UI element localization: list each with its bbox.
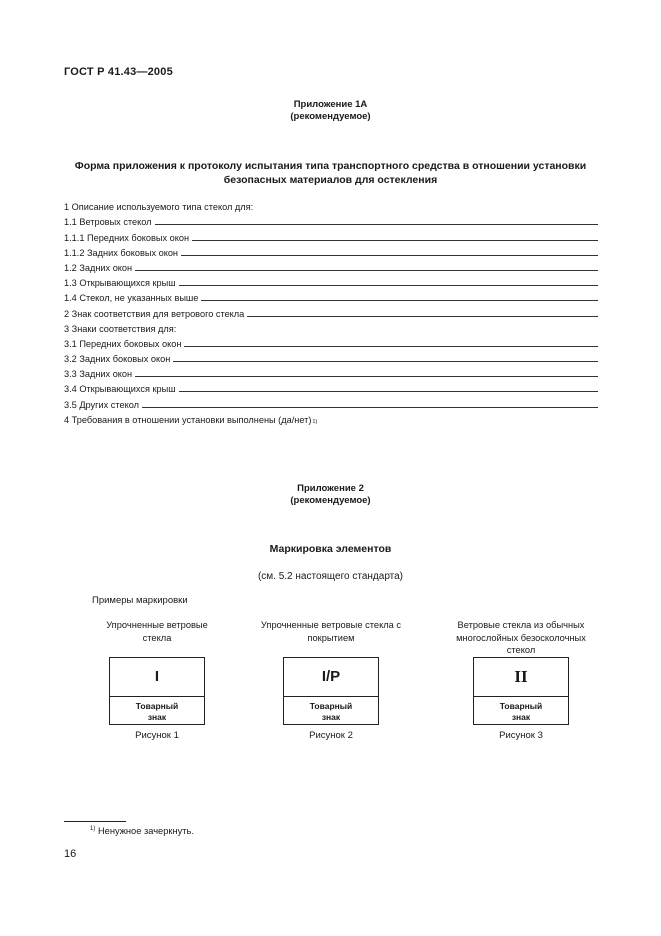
footnote-divider (64, 821, 126, 822)
form-line-label: 3.2 Задних боковых окон (64, 354, 171, 365)
form-line-label: 2 Знак соответствия для ветрового стекла (64, 308, 245, 319)
figure-label: Рисунок 1 (135, 730, 179, 741)
form-blank-field[interactable] (135, 270, 598, 271)
form-line (64, 243, 598, 258)
form-line (64, 319, 598, 334)
form-line (64, 212, 598, 227)
marking-symbol: I (110, 658, 204, 697)
form-blank-field[interactable] (142, 407, 598, 408)
form-line (64, 364, 598, 379)
figure-caption (72, 619, 242, 657)
caption-line: стекол (506, 645, 536, 655)
figure-caption (436, 619, 606, 657)
form-line (64, 334, 598, 349)
examples-label: Примеры маркировки (92, 595, 188, 606)
form-line-label: 3 Знаки соответствия для: (64, 323, 177, 334)
trademark-line: Товарный (499, 701, 543, 711)
footnote-reference: 1) (312, 418, 318, 425)
form-title-line-1: Форма приложения к протоколу испытания типа транспортного средства в отношении установки (74, 160, 587, 172)
trademark-label (474, 697, 568, 723)
section-title: Маркировка элементов (269, 543, 392, 555)
figure-label: Рисунок 2 (309, 730, 353, 741)
trademark-label (284, 697, 378, 723)
figure-1 (72, 619, 242, 741)
form-blank-field[interactable] (184, 346, 598, 347)
annex-2-title: Приложение 2 (297, 483, 364, 494)
annex-1a-title: Приложение 1А (293, 99, 368, 110)
form-line (64, 273, 598, 288)
marking-box (109, 657, 205, 725)
form-line (64, 288, 598, 303)
standard-header: ГОСТ Р 41.43—2005 (64, 66, 173, 78)
form-line-label: 1 Описание используемого типа стекол для: (64, 202, 254, 213)
form-line (64, 227, 598, 242)
trademark-line: Товарный (135, 701, 179, 711)
footnote (90, 826, 194, 836)
form-blank-field[interactable] (173, 361, 598, 362)
caption-line: Упрочненные ветровые (106, 620, 208, 630)
form-line (64, 394, 598, 409)
form-line (64, 258, 598, 273)
form-line (64, 379, 598, 394)
marking-box (473, 657, 569, 725)
form-blank-field[interactable] (179, 285, 598, 286)
form-line-label: 3.1 Передних боковых окон (64, 338, 182, 349)
form-title (40, 159, 621, 187)
form-blank-field[interactable] (135, 376, 598, 377)
trademark-line: знак (147, 712, 167, 722)
form-line-label: 1.1 Ветровых стекол (64, 217, 152, 228)
footnote-marker: 1) (90, 826, 96, 832)
trademark-label (110, 697, 204, 723)
section-reference: (см. 5.2 настоящего стандарта) (257, 571, 404, 582)
form-lines (64, 197, 598, 425)
form-blank-field[interactable] (201, 300, 598, 301)
form-line (64, 349, 598, 364)
marking-box (283, 657, 379, 725)
form-line (64, 303, 598, 318)
marking-symbol: I/P (284, 658, 378, 697)
form-blank-field[interactable] (179, 391, 598, 392)
annex-2-status: (рекомендуемое) (290, 495, 371, 506)
trademark-line: Товарный (309, 701, 353, 711)
form-blank-field[interactable] (181, 255, 598, 256)
trademark-line: знак (511, 712, 531, 722)
form-line-label: 1.4 Стекол, не указанных выше (64, 293, 199, 304)
form-title-line-2: безопасных материалов для остекления (223, 174, 438, 186)
caption-line: стекла (142, 632, 172, 643)
figure-2 (246, 619, 416, 741)
form-line-label: 1.2 Задних окон (64, 262, 133, 273)
form-line-label: 3.3 Задних окон (64, 369, 133, 380)
form-blank-field[interactable] (155, 224, 598, 225)
caption-line: Ветровые стекла из обычных (457, 620, 585, 630)
form-line (64, 410, 598, 425)
trademark-line: знак (321, 712, 341, 722)
form-line-label: 4 Требования в отношении установки выполнены (да/нет) (64, 414, 312, 425)
form-line-label: 1.1.2 Задних боковых окон (64, 247, 179, 258)
caption-line: Упрочненные ветровые стекла с (260, 620, 402, 630)
figure-label: Рисунок 3 (499, 730, 543, 741)
form-blank-field[interactable] (247, 316, 598, 317)
form-line-label: 1.1.1 Передних боковых окон (64, 232, 190, 243)
caption-line: многослойных безосколочных (456, 632, 586, 643)
footnote-text: Ненужное зачеркнуть. (97, 826, 194, 837)
figure-caption (246, 619, 416, 657)
figure-3 (436, 619, 606, 741)
page-number: 16 (64, 848, 77, 860)
form-blank-field[interactable] (192, 240, 598, 241)
caption-line: покрытием (307, 632, 355, 643)
form-line-label: 3.4 Открывающихся крыш (64, 384, 176, 395)
marking-symbol: II (474, 658, 568, 697)
form-line (64, 197, 598, 212)
annex-1a-status: (рекомендуемое) (290, 111, 371, 122)
form-line-label: 1.3 Открывающихся крыш (64, 278, 176, 289)
form-line-label: 3.5 Других стекол (64, 399, 139, 410)
